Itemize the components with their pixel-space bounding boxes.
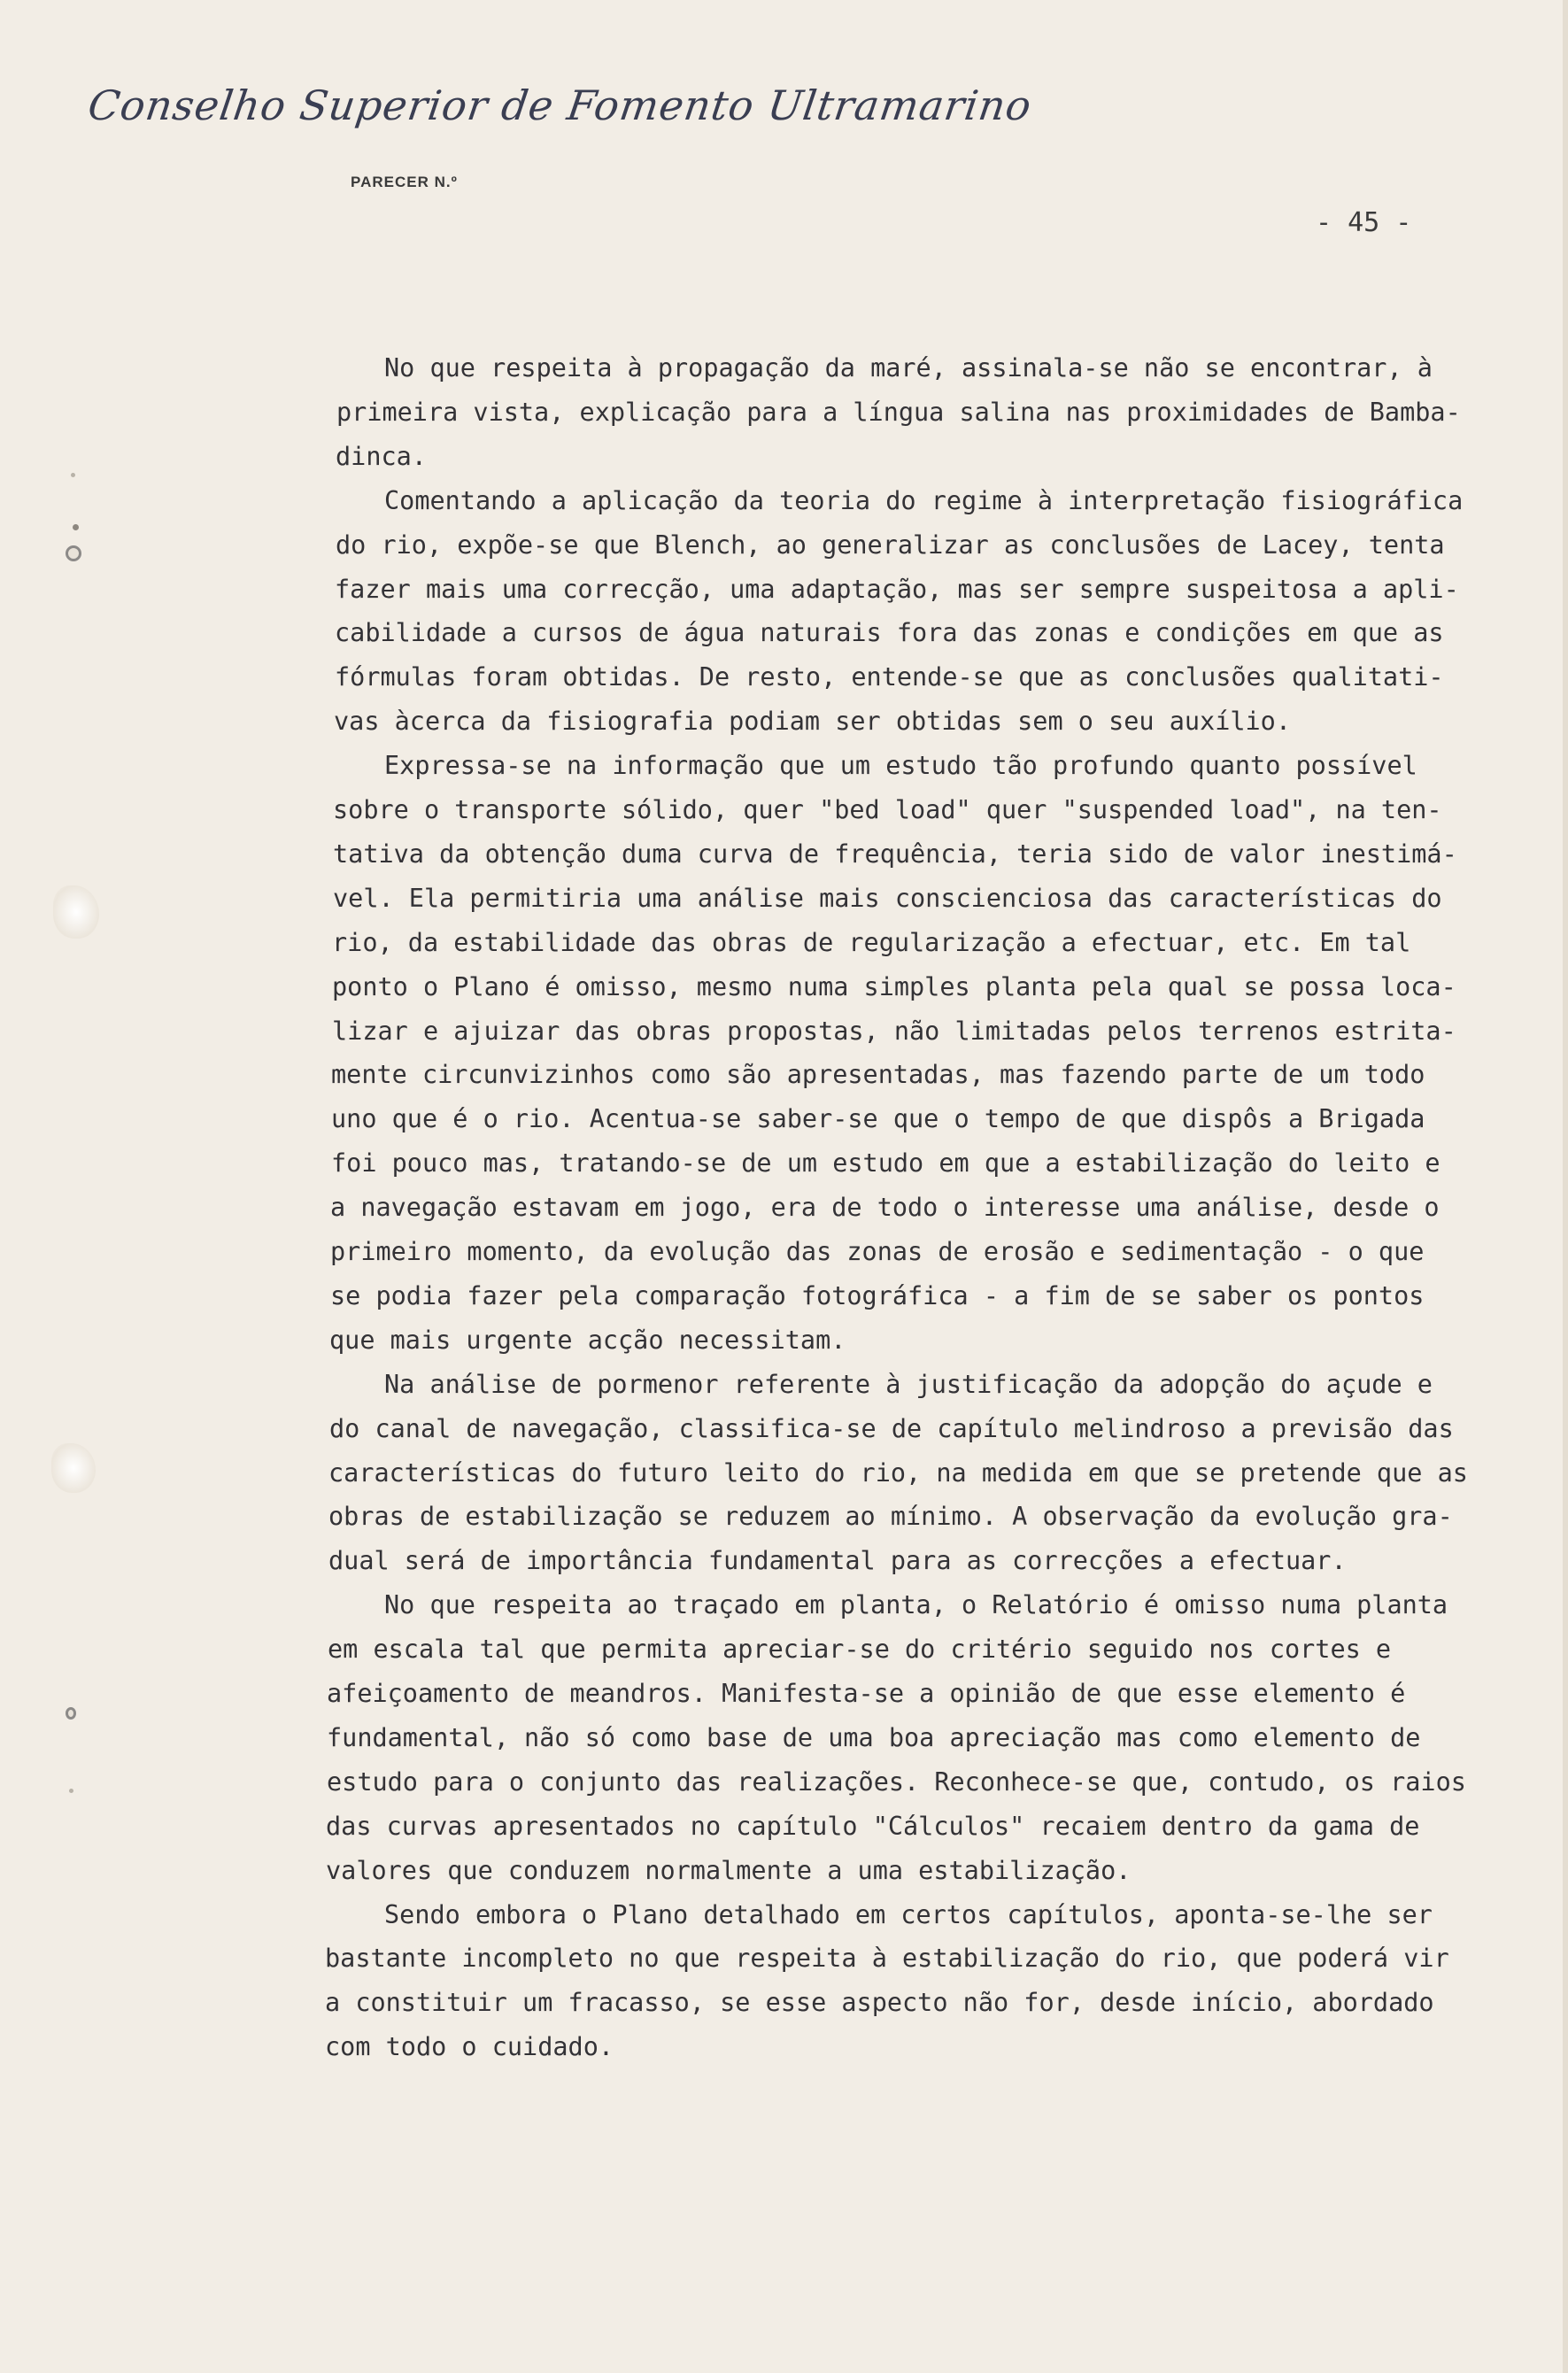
text-line: rio, da estabilidade das obras de regularização a efectuar, etc. Em tal	[332, 928, 1411, 957]
parecer-label: PARECER N.º	[351, 174, 458, 190]
text-line: do canal de navegação, classifica-se de capítulo melindroso a previsão das	[329, 1414, 1454, 1443]
text-line: com todo o cuidado.	[325, 2032, 614, 2061]
text-line: a constituir um fracasso, se esse aspecto não for, desde início, abordado	[325, 1988, 1434, 2017]
text-line: em escala tal que permita apreciar-se do critério seguido nos cortes e	[328, 1635, 1392, 1664]
page-number: - 45 -	[1316, 207, 1412, 238]
text-line: vas àcerca da fisiografia podiam ser obtidas sem o seu auxílio.	[334, 707, 1291, 736]
text-line: No que respeita ao traçado em planta, o Relatório é omisso numa planta	[384, 1590, 1448, 1619]
text-line: fazer mais uma correcção, uma adaptação, mas ser sempre suspeitosa a apli-	[335, 575, 1459, 604]
text-line: Sendo embora o Plano detalhado em certos capítulos, aponta-se-lhe ser	[384, 1900, 1433, 1929]
letterhead: Conselho Superior de Fomento Ultramarino	[85, 81, 1035, 129]
text-line: valores que conduzem normalmente a uma estabilização.	[326, 1856, 1132, 1885]
text-line: ponto o Plano é omisso, mesmo numa simples planta pela qual se possa loca-	[332, 972, 1456, 1001]
binder-hole	[66, 1707, 76, 1720]
paper-tear	[53, 885, 99, 939]
text-line: vel. Ela permitiria uma análise mais conscienciosa das características do	[333, 884, 1442, 913]
text-line: fundamental, não só como base de uma boa apreciação mas como elemento de	[327, 1723, 1421, 1752]
text-line: primeiro momento, da evolução das zonas de erosão e sedimentação - o que	[330, 1237, 1425, 1266]
text-line: uno que é o rio. Acentua-se saber-se que o tempo de que dispôs a Brigada	[331, 1104, 1425, 1133]
text-line: Na análise de pormenor referente à justificação da adopção do açude e	[384, 1370, 1433, 1399]
binder-mark	[69, 1789, 73, 1793]
binder-mark	[71, 473, 75, 477]
paper-tear	[51, 1443, 96, 1493]
text-line: do rio, expõe-se que Blench, ao generalizar as conclusões de Lacey, tenta	[336, 530, 1445, 560]
text-line: a navegação estavam em jogo, era de todo o interesse uma análise, desde o	[330, 1193, 1440, 1222]
text-line: Comentando a aplicação da teoria do regime à interpretação fisiográfica	[384, 486, 1464, 515]
text-line: características do futuro leito do rio, na medida em que se pretende que as	[328, 1458, 1468, 1488]
text-line: lizar e ajuizar das obras propostas, não limitadas pelos terrenos estrita-	[332, 1016, 1456, 1046]
text-line: bastante incompleto no que respeita à estabilização do rio, que poderá vir	[325, 1944, 1449, 1973]
text-line: que mais urgente acção necessitam.	[329, 1326, 846, 1355]
text-line: mente circunvizinhos como são apresentadas, mas fazendo parte de um todo	[331, 1060, 1425, 1089]
text-line: foi pouco mas, tratando-se de um estudo em que a estabilização do leito e	[331, 1148, 1441, 1178]
text-line: No que respeita à propagação da maré, assinala-se não se encontrar, à	[384, 353, 1433, 383]
text-line: afeiçoamento de meandros. Manifesta-se a opinião de que esse elemento é	[327, 1679, 1406, 1708]
binder-hole	[66, 545, 81, 561]
text-line: Expressa-se na informação que um estudo tão profundo quanto possível	[384, 751, 1417, 780]
text-line: dual será de importância fundamental para as correcções a efectuar.	[328, 1546, 1347, 1575]
binder-mark	[73, 524, 79, 530]
text-line: sobre o transporte sólido, quer "bed load" quer "suspended load", na ten-	[333, 795, 1442, 824]
text-line: tativa da obtenção duma curva de frequência, teria sido de valor inestimá-	[333, 839, 1457, 869]
text-line: estudo para o conjunto das realizações. Reconhece-se que, contudo, os raios	[327, 1767, 1466, 1797]
text-line: obras de estabilização se reduzem ao mínimo. A observação da evolução gra-	[328, 1502, 1453, 1531]
text-line: primeira vista, explicação para a língua salina nas proximidades de Bamba-	[336, 398, 1461, 427]
text-line: cabilidade a cursos de água naturais fora das zonas e condições em que as	[335, 618, 1444, 647]
text-line: se podia fazer pela comparação fotográfica - a fim de se saber os pontos	[330, 1281, 1425, 1310]
text-line: fórmulas foram obtidas. De resto, entende-se que as conclusões qualitati-	[335, 662, 1444, 692]
text-line: dinca.	[336, 442, 427, 471]
text-line: das curvas apresentados no capítulo "Cálculos" recaiem dentro da gama de	[326, 1812, 1420, 1841]
